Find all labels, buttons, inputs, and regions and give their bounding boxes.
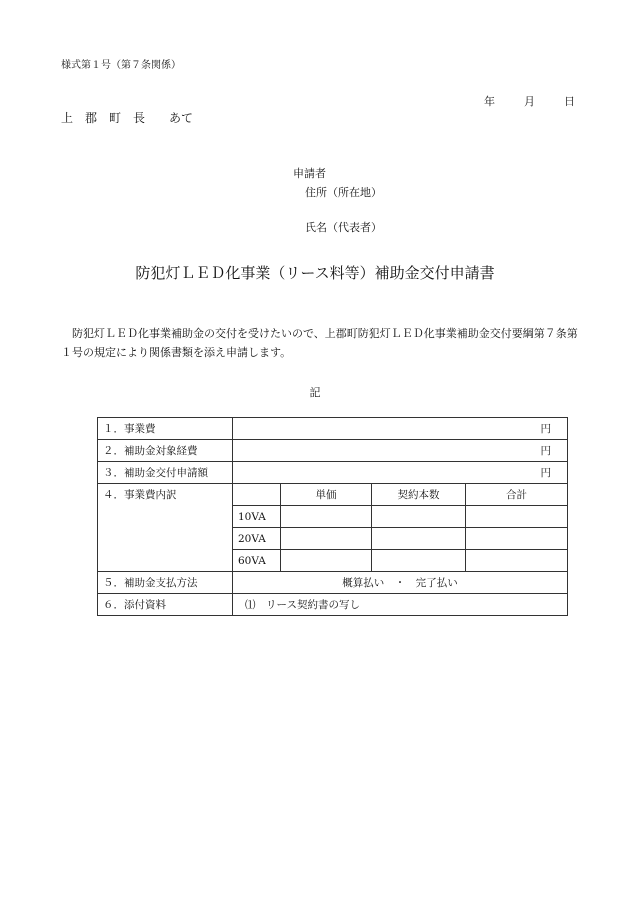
- row3-label: ３．補助金交付申請額: [98, 462, 233, 484]
- size-20va: 20VA: [233, 528, 281, 550]
- col-contract-count: 契約本数: [372, 484, 466, 506]
- breakdown-blank-header: [233, 484, 281, 506]
- applicant-label: 申請者: [293, 167, 326, 180]
- date-month: 月: [524, 95, 535, 108]
- contract-count-cell[interactable]: [372, 506, 466, 528]
- row6-label: ６．添付資料: [98, 594, 233, 616]
- row4-label: ４．事業費内訳: [98, 484, 233, 572]
- row3-yen[interactable]: 円: [233, 462, 568, 484]
- attachment-item: ⑴ リース契約書の写し: [233, 594, 568, 616]
- total-cell[interactable]: [466, 528, 568, 550]
- unit-price-cell[interactable]: [281, 550, 372, 572]
- table-row: [98, 440, 568, 462]
- contract-count-cell[interactable]: [372, 550, 466, 572]
- table-row: [98, 484, 568, 506]
- col-total: 合計: [466, 484, 568, 506]
- row1-yen[interactable]: 円: [233, 418, 568, 440]
- addressee: 上 郡 町 長 あて: [61, 111, 194, 125]
- table-row: [98, 594, 568, 616]
- size-10va: 10VA: [233, 506, 281, 528]
- ki-heading: 記: [309, 386, 321, 399]
- date-day: 日: [564, 95, 575, 108]
- row2-yen[interactable]: 円: [233, 440, 568, 462]
- unit-price-cell[interactable]: [281, 528, 372, 550]
- row1-label: １．事業費: [98, 418, 233, 440]
- unit-price-cell[interactable]: [281, 506, 372, 528]
- address-label: 住所（所在地）: [305, 186, 382, 199]
- body-paragraph: [61, 324, 581, 362]
- application-table: [97, 417, 568, 616]
- size-60va: 60VA: [233, 550, 281, 572]
- document-title: 防犯灯ＬＥＤ化事業（リース料等）補助金交付申請書: [135, 264, 495, 282]
- date-year: 年: [484, 95, 495, 108]
- table-row: [98, 462, 568, 484]
- form-number: 様式第１号（第７条関係）: [61, 60, 181, 71]
- body-text: 防犯灯ＬＥＤ化事業補助金の交付を受けたいので、上郡町防犯灯ＬＥＤ化事業補助金交付要綱第７条第１号の規定により関係書類を添え申請します。: [61, 327, 578, 359]
- row5-label: ５．補助金支払方法: [98, 572, 233, 594]
- table-row: [98, 572, 568, 594]
- table-row: [98, 418, 568, 440]
- name-label: 氏名（代表者）: [305, 221, 382, 234]
- payment-methods[interactable]: 概算払い ・ 完了払い: [233, 572, 568, 594]
- col-unit-price: 単価: [281, 484, 372, 506]
- contract-count-cell[interactable]: [372, 528, 466, 550]
- date-line: [484, 93, 575, 109]
- total-cell[interactable]: [466, 550, 568, 572]
- total-cell[interactable]: [466, 506, 568, 528]
- row2-label: ２．補助金対象経費: [98, 440, 233, 462]
